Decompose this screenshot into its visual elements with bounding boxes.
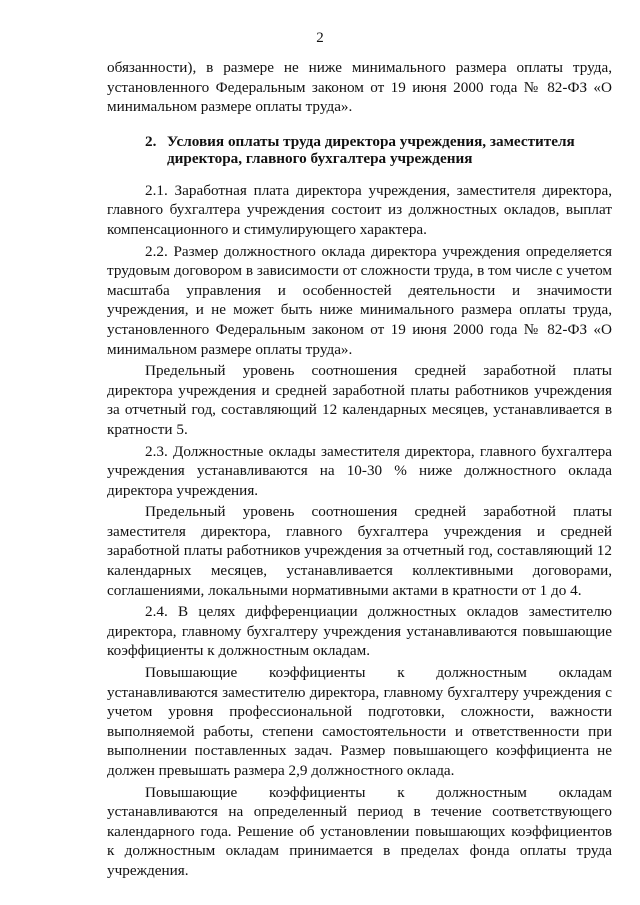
paragraph-2-3-ratio: Предельный уровень соотношения средней заработной платы заместителя директора, главного бухгалтера учреждения и средней заработной платы работников учреждения за отчетный год, составляющий 12 календарных месяцев, устанавливается коллективными договорами, соглашениями, локальными нормативными актами в кратности от 1 до 4. (107, 503, 612, 599)
paragraph-2-2-ratio: Предельный уровень соотношения средней заработной платы директора учреждения и средней заработной платы работников учреждения за отчетный год, составляющий 12 календарных месяцев, устанавливается в кратности 5. (107, 362, 612, 438)
paragraph-2-1: 2.1. Заработная плата директора учреждения, заместителя директора, главного бухгалтера учреждения состоит из должностных окладов, выплат компенсационного и стимулирующего характера. (107, 181, 612, 238)
page-number: 2 (316, 30, 324, 46)
section-heading (107, 133, 612, 167)
document-body (107, 58, 612, 883)
paragraph-2-2: 2.2. Размер должностного оклада директора учреждения определяется трудовым договором в зависимости от сложности труда, в том числе с учетом масштаба управления и особенностей деятельности и значимости учреждения, и не может быть ниже минимального размера оплаты труда, установленного Федеральным законом от 19 июня 2000 года № 82-ФЗ «О минимальном размере оплаты труда». (107, 242, 612, 358)
paragraph-2-4: 2.4. В целях дифференциации должностных окладов заместителю директора, главному бухгалтеру учреждения устанавливаются повышающие коэффициенты к должностным окладам. (107, 603, 612, 660)
paragraph-2-4-coefficients: Повышающие коэффициенты к должностным окладам устанавливаются заместителю директора, главному бухгалтеру учреждения с учетом уровня профессиональной подготовки, сложности, важности выполняемой работы, степени самостоятельности и ответственности при выполнении поставленных задач. Размер повышающего коэффициента не должен превышать размера 2,9 должностного оклада. (107, 664, 612, 779)
continuation-paragraph: обязанности), в размере не ниже минимального размера оплаты труда, установленного Федеральным законом от 19 июня 2000 года № 82-ФЗ «О минимальном размере оплаты труда». (107, 59, 612, 116)
section-title-line1: Условия оплаты труда директора учреждения, заместителя (167, 132, 575, 150)
section-title-line2: директора, главного бухгалтера учреждения (167, 149, 473, 167)
section-number: 2. (145, 132, 157, 150)
paragraph-2-3: 2.3. Должностные оклады заместителя директора, главного бухгалтера учреждения устанавливаются на 10-30 % ниже должностного оклада директора учреждения. (107, 442, 612, 499)
paragraph-2-4-period: Повышающие коэффициенты к должностным окладам устанавливаются на определенный период в течение соответствующего календарного года. Решение об установлении повышающих коэффициентов к должностным окладам принимается в пределах фонда оплаты труда учреждения. (107, 783, 612, 879)
